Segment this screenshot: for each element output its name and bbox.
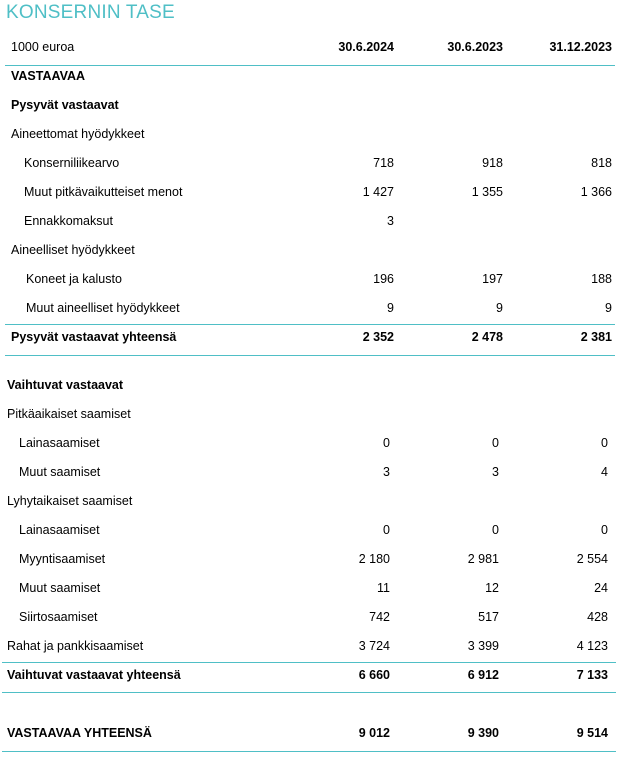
header-divider xyxy=(5,65,615,66)
row-label: Rahat ja pankkisaamiset xyxy=(7,639,144,653)
table-row xyxy=(0,185,624,205)
cell-30-6-2024: 742 xyxy=(369,610,390,624)
cell-30-6-2023: 517 xyxy=(478,610,499,624)
table-row xyxy=(0,465,624,485)
cell-31-12-2023: 1 366 xyxy=(580,185,612,199)
cell-31-12-2023: 24 xyxy=(594,581,608,595)
cell-30-6-2023: 12 xyxy=(485,581,499,595)
cell-31-12-2023: 188 xyxy=(591,272,612,286)
row-label: VASTAAVAA YHTEENSÄ xyxy=(7,726,152,740)
table-row xyxy=(0,552,624,572)
cell-30-6-2023: 3 xyxy=(492,465,499,479)
table-row xyxy=(0,378,624,398)
table-row xyxy=(0,494,624,514)
subtotal-divider xyxy=(5,355,615,356)
row-label: Lainasaamiset xyxy=(19,523,100,537)
row-label: Koneet ja kalusto xyxy=(26,272,122,286)
cell-30-6-2023: 3 399 xyxy=(467,639,499,653)
cell-31-12-2023: 0 xyxy=(601,523,608,537)
total-divider xyxy=(2,751,616,752)
cell-31-12-2023: 4 xyxy=(601,465,608,479)
cell-31-12-2023: 2 554 xyxy=(576,552,608,566)
cell-30-6-2023: 918 xyxy=(482,156,503,170)
cell-30-6-2023: 197 xyxy=(482,272,503,286)
cell-31-12-2023: 9 xyxy=(605,301,612,315)
cell-30-6-2024: 196 xyxy=(373,272,394,286)
cell-30-6-2024: 9 012 xyxy=(358,726,390,740)
cell-30-6-2024: 0 xyxy=(383,523,390,537)
cell-31-12-2023: 2 381 xyxy=(580,330,612,344)
table-header xyxy=(0,40,624,60)
column-header-30-6-2023: 30.6.2023 xyxy=(447,40,503,54)
row-label: Aineettomat hyödykkeet xyxy=(11,127,145,141)
row-label: Konserniliikearvo xyxy=(24,156,120,170)
table-row xyxy=(0,98,624,118)
total-row xyxy=(0,726,624,746)
row-label: Pysyvät vastaavat xyxy=(11,98,119,112)
table-row xyxy=(0,301,624,321)
cell-30-6-2024: 718 xyxy=(373,156,394,170)
row-label: Myyntisaamiset xyxy=(19,552,106,566)
cell-30-6-2024: 2 352 xyxy=(362,330,394,344)
column-header-31-12-2023: 31.12.2023 xyxy=(549,40,612,54)
subtotal-divider xyxy=(2,692,616,693)
table-row xyxy=(0,156,624,176)
cell-30-6-2023: 9 390 xyxy=(467,726,499,740)
row-label: Siirtosaamiset xyxy=(19,610,98,624)
row-label: Vaihtuvat vastaavat xyxy=(7,378,124,392)
row-label: VASTAAVAA xyxy=(11,69,86,83)
table-row xyxy=(0,639,624,659)
cell-30-6-2023: 1 355 xyxy=(471,185,503,199)
cell-30-6-2024: 1 427 xyxy=(362,185,394,199)
cell-30-6-2023: 6 912 xyxy=(467,668,499,682)
subtotal-divider xyxy=(5,324,615,325)
cell-30-6-2024: 11 xyxy=(377,581,390,595)
row-label: Pitkäaikaiset saamiset xyxy=(7,407,131,421)
column-header-30-6-2024: 30.6.2024 xyxy=(338,40,394,54)
cell-30-6-2023: 2 478 xyxy=(471,330,503,344)
cell-30-6-2024: 3 xyxy=(387,214,394,228)
table-row xyxy=(0,127,624,147)
cell-30-6-2024: 2 180 xyxy=(358,552,390,566)
row-label: Pysyvät vastaavat yhteensä xyxy=(11,330,177,344)
table-row xyxy=(0,272,624,292)
cell-31-12-2023: 428 xyxy=(587,610,608,624)
row-label: Vaihtuvat vastaavat yhteensä xyxy=(7,668,181,682)
table-row xyxy=(0,243,624,263)
cell-30-6-2024: 9 xyxy=(387,301,394,315)
row-label: Ennakkomaksut xyxy=(24,214,113,228)
row-label: Lyhytaikaiset saamiset xyxy=(7,494,133,508)
table-row xyxy=(0,523,624,543)
table-row xyxy=(0,581,624,601)
cell-31-12-2023: 818 xyxy=(591,156,612,170)
cell-30-6-2024: 3 724 xyxy=(358,639,390,653)
subtotal-row xyxy=(0,668,624,688)
page-title: KONSERNIN TASE xyxy=(6,2,175,23)
cell-30-6-2024: 3 xyxy=(383,465,390,479)
table-row xyxy=(0,436,624,456)
row-label: Aineelliset hyödykkeet xyxy=(11,243,135,257)
cell-30-6-2023: 0 xyxy=(492,436,499,450)
cell-30-6-2024: 6 660 xyxy=(358,668,390,682)
table-row xyxy=(0,407,624,427)
table-row xyxy=(0,69,624,89)
subtotal-divider xyxy=(2,662,616,663)
subtotal-row xyxy=(0,330,624,350)
row-label: Muut pitkävaikutteiset menot xyxy=(24,185,183,199)
unit-label: 1000 euroa xyxy=(11,40,75,54)
row-label: Lainasaamiset xyxy=(19,436,100,450)
cell-31-12-2023: 0 xyxy=(601,436,608,450)
table-row xyxy=(0,214,624,234)
cell-31-12-2023: 4 123 xyxy=(576,639,608,653)
cell-30-6-2024: 0 xyxy=(383,436,390,450)
row-label: Muut saamiset xyxy=(19,465,101,479)
row-label: Muut aineelliset hyödykkeet xyxy=(26,301,180,315)
cell-30-6-2023: 9 xyxy=(496,301,503,315)
row-label: Muut saamiset xyxy=(19,581,101,595)
cell-30-6-2023: 2 981 xyxy=(467,552,499,566)
cell-31-12-2023: 7 133 xyxy=(576,668,608,682)
table-row xyxy=(0,610,624,630)
cell-30-6-2023: 0 xyxy=(492,523,499,537)
cell-31-12-2023: 9 514 xyxy=(576,726,608,740)
